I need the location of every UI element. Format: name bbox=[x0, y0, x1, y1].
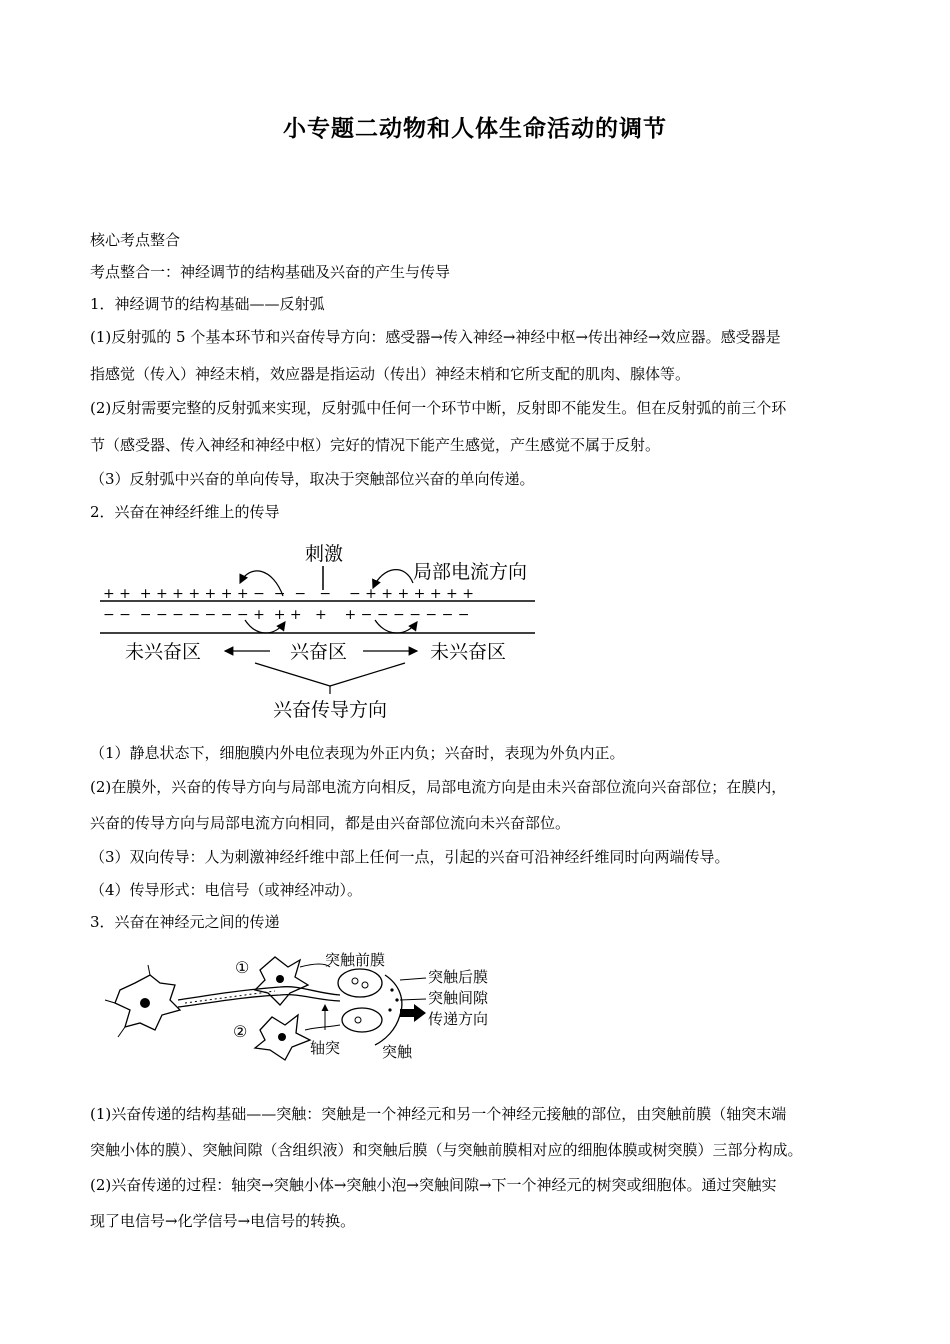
paragraph-line: （1）静息状态下，细胞膜内外电位表现为外正内负；兴奋时，表现为外负内正。 bbox=[90, 744, 625, 762]
cleft-pointer bbox=[400, 999, 426, 1000]
synaptic-cleft-label: 突触间隙 bbox=[428, 989, 489, 1007]
unexcited-right-label: 未兴奋区 bbox=[430, 641, 507, 663]
paragraph-line: （4）传导形式：电信号（或神经冲动）。 bbox=[90, 881, 363, 899]
paragraph-line: (1)反射弧的 5 个基本环节和兴奋传导方向：感受器→传入神经→神经中枢→传出神经→效应器。感受器是 bbox=[90, 328, 781, 346]
outer-membrane-signs: + + + + + + + + + − − − − − + + + + + + + bbox=[103, 586, 474, 602]
section-heading: 核心考点整合 bbox=[90, 231, 181, 249]
axon-label: 轴突 bbox=[310, 1039, 341, 1057]
paragraph-line: 指感觉（传入）神经末梢，效应器是指运动（传出）神经末梢和它所支配的肌肉、腺体等。 bbox=[90, 365, 691, 383]
paragraph-line: (2)兴奋传递的过程：轴突→突触小体→突触小泡→突触间隙→下一个神经元的树突或细胞体。通过突触实 bbox=[90, 1176, 777, 1194]
presynaptic-terminal-upper bbox=[338, 969, 382, 997]
transmission-arrow-shaft bbox=[400, 1009, 416, 1017]
paragraph-line: （3）反射弧中兴奋的单向传导，取决于突触部位兴奋的单向传递。 bbox=[90, 470, 535, 488]
topic-heading: 考点整合一：神经调节的结构基础及兴奋的产生与传导 bbox=[90, 263, 451, 281]
paragraph-line: (2)在膜外，兴奋的传导方向与局部电流方向相反，局部电流方向是由未兴奋部位流向兴奋部位；在膜内， bbox=[90, 778, 787, 796]
transmission-arrow-head bbox=[414, 1004, 426, 1022]
stimulus-label: 刺激 bbox=[305, 543, 344, 565]
label-1: ① bbox=[235, 958, 250, 977]
presynaptic-terminal-lower bbox=[342, 1008, 382, 1032]
paragraph-line: （3）双向传导：人为刺激神经纤维中部上任何一点，引起的兴奋可沿神经纤维同时向两端传导。 bbox=[90, 848, 730, 866]
subheading: 2．兴奋在神经纤维上的传导 bbox=[90, 503, 280, 521]
paragraph-line: 现了电信号→化学信号→电信号的转换。 bbox=[90, 1212, 356, 1230]
label-2: ② bbox=[233, 1022, 248, 1041]
page-title: 小专题二动物和人体生命活动的调节 bbox=[283, 115, 667, 142]
postsynaptic-pointer bbox=[400, 978, 426, 980]
synapse-label: 突触 bbox=[382, 1043, 413, 1061]
subheading: 3．兴奋在神经元之间的传递 bbox=[90, 913, 280, 931]
presynaptic-membrane-label: 突触前膜 bbox=[325, 951, 386, 969]
postsynaptic-membrane-label: 突触后膜 bbox=[428, 968, 489, 986]
bracket-right bbox=[330, 663, 405, 686]
transmission-direction-label: 传递方向 bbox=[428, 1010, 489, 1028]
bracket-left bbox=[255, 663, 330, 686]
neuron-cell-body-left bbox=[105, 965, 180, 1037]
inner-membrane-signs: − − − − − − − − − + + + + + − − − − − − − bbox=[103, 607, 470, 623]
unexcited-left-label: 未兴奋区 bbox=[125, 641, 202, 663]
paragraph-line: (1)兴奋传递的结构基础——突触：突触是一个神经元和另一个神经元接触的部位，由突触前膜（轴突末端 bbox=[90, 1105, 787, 1123]
current-direction-label: 局部电流方向 bbox=[413, 561, 528, 583]
neuron-1 bbox=[255, 957, 330, 1005]
paragraph-line: (2)反射需要完整的反射弧来实现，反射弧中任何一个环节中断，反射即不能发生。但在反射弧的前三个环 bbox=[90, 399, 787, 417]
paragraph-line: 兴奋的传导方向与局部电流方向相同，都是由兴奋部位流向未兴奋部位。 bbox=[90, 814, 571, 832]
conduction-direction-label: 兴奋传导方向 bbox=[273, 699, 388, 721]
paragraph-line: 突触小体的膜）、突触间隙（含组织液）和突触后膜（与突触前膜相对应的细胞体膜或树突膜）三部分构成。 bbox=[90, 1141, 803, 1159]
paragraph-line: 节（感受器、传入神经和神经中枢）完好的情况下能产生感觉，产生感觉不属于反射。 bbox=[90, 436, 661, 454]
subheading: 1．神经调节的结构基础——反射弧 bbox=[90, 295, 325, 313]
synapse-figure bbox=[100, 945, 510, 1075]
excited-label: 兴奋区 bbox=[290, 641, 348, 663]
nerve-conduction-figure bbox=[95, 538, 545, 723]
